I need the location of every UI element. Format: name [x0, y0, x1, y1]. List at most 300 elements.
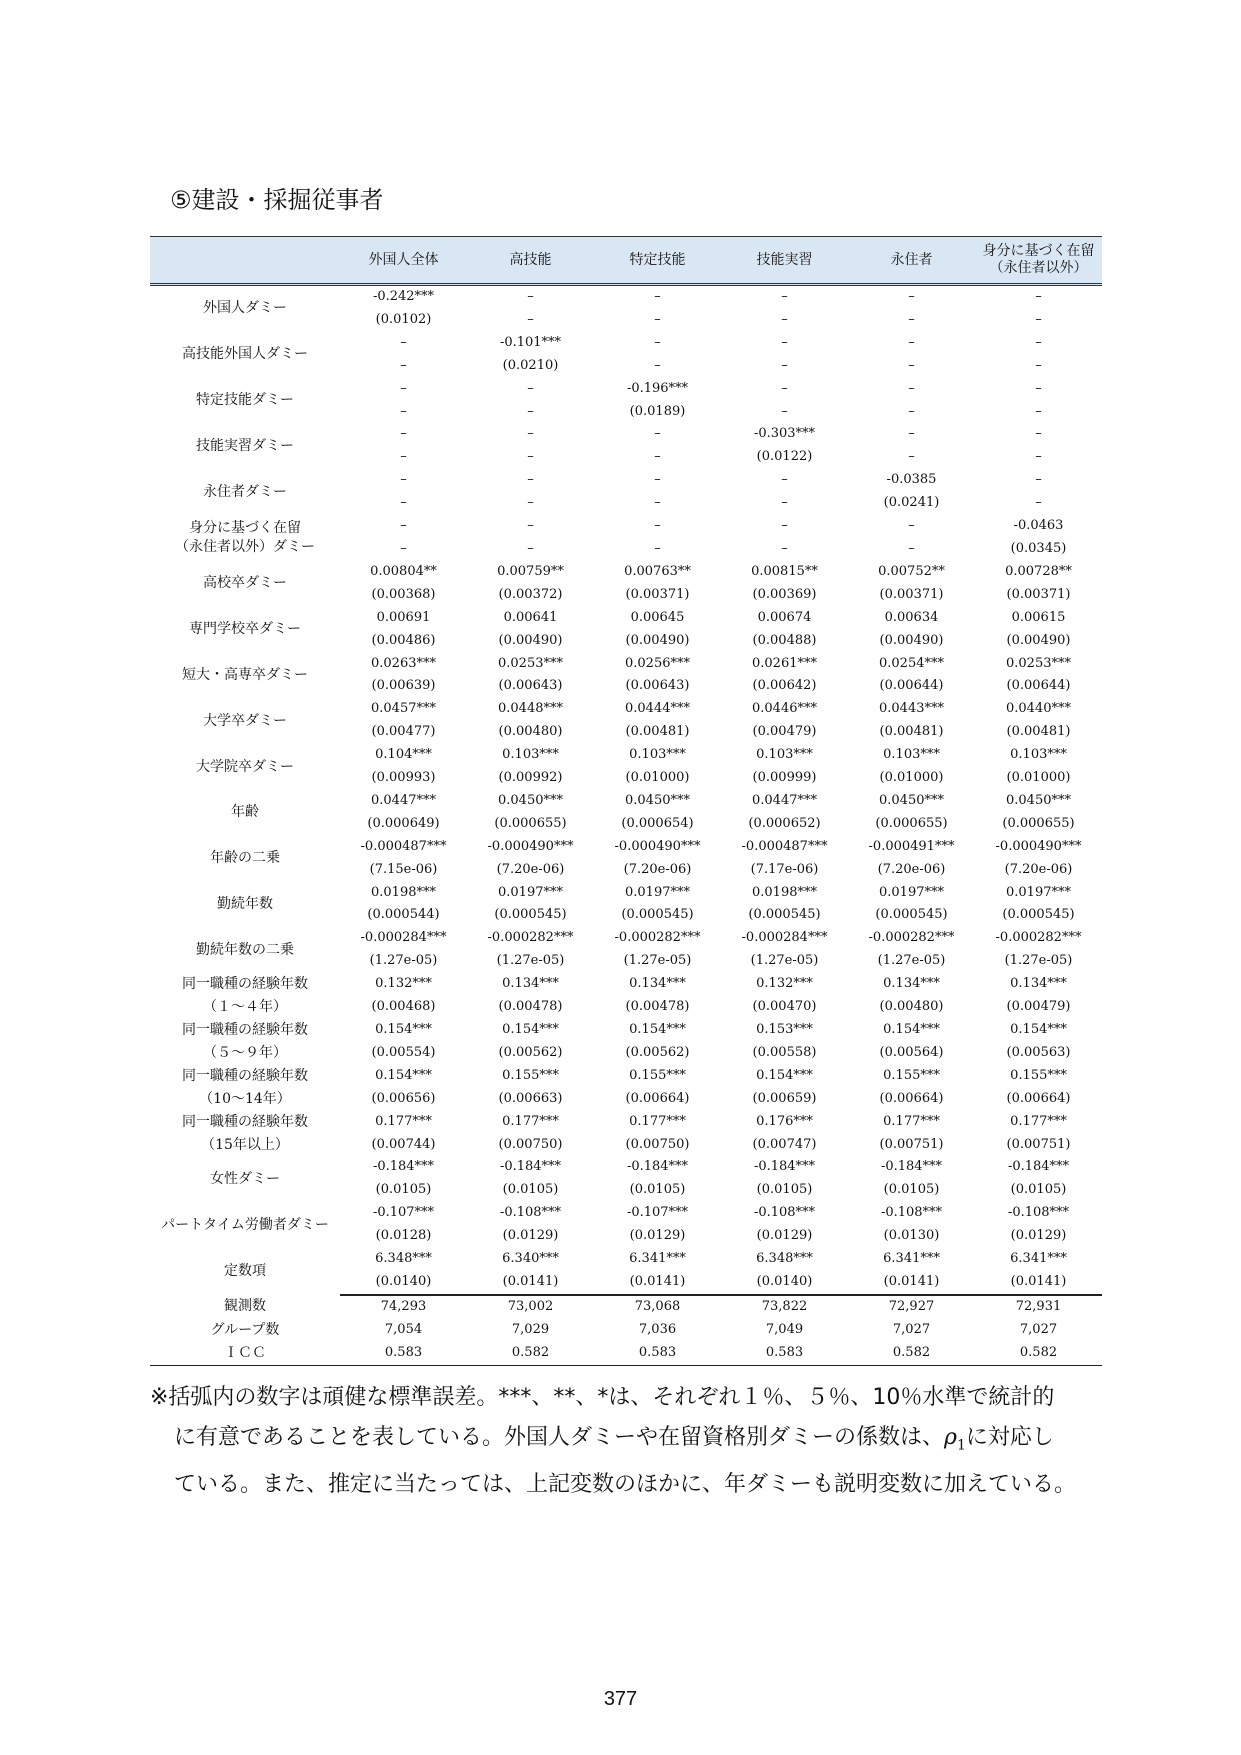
coef-cell: -0.303***: [753, 426, 816, 442]
coef-cell: –: [1035, 426, 1042, 442]
table-row: [150, 927, 1102, 950]
summary-cell: 0.582: [467, 1342, 594, 1365]
coef-cell: 6.341***: [883, 1251, 940, 1267]
coef-cell: 0.154***: [756, 1067, 813, 1083]
se-cell: (0.00488): [752, 632, 817, 648]
se-cell: (0.00992): [498, 770, 563, 786]
column-header: 技能実習: [721, 237, 848, 285]
se-cell: (0.0140): [340, 1271, 467, 1295]
se-cell: –: [781, 311, 788, 327]
se-cell: (0.00481): [879, 724, 944, 740]
se-cell: –: [654, 495, 661, 511]
se-cell: –: [908, 403, 915, 419]
coef-cell: 6.340***: [502, 1251, 559, 1267]
se-cell: (0.00999): [752, 770, 817, 786]
se-cell: (0.00372): [498, 586, 563, 602]
coef-cell: 0.177***: [375, 1113, 432, 1129]
table-row-se: [150, 1134, 1102, 1157]
coef-cell: -0.108***: [880, 1205, 943, 1221]
se-cell: –: [1035, 449, 1042, 465]
se-cell: (0.00477): [371, 724, 436, 740]
coef-cell: 0.134***: [1010, 976, 1067, 992]
se-cell: (0.00470): [752, 999, 817, 1015]
se-cell: (0.000545): [621, 907, 694, 923]
se-cell: (0.00481): [625, 724, 690, 740]
se-cell: (0.00643): [498, 678, 563, 694]
coef-cell: 0.103***: [502, 747, 559, 763]
se-cell: –: [527, 540, 534, 556]
table-row: [150, 423, 1102, 446]
se-cell: (1.27e-05): [496, 953, 565, 969]
footnote-line-2-tail: に対応し: [965, 1425, 1054, 1450]
footnote-line-3: ている。また、推定に当たっては、上記変数のほかに、年ダミーも説明変数に加えている。: [174, 1472, 1077, 1498]
coef-cell: -0.108***: [1007, 1205, 1070, 1221]
se-cell: (0.0210): [502, 357, 559, 373]
coef-cell: 6.348***: [756, 1251, 813, 1267]
se-cell: (0.0345): [1010, 540, 1067, 556]
table-row: [150, 332, 1102, 355]
se-cell: –: [654, 357, 661, 373]
coef-cell: 0.154***: [502, 1022, 559, 1037]
row-label: 高校卒ダミー: [203, 575, 287, 592]
row-label: 年齢の二乗: [210, 850, 280, 867]
row-label: 同一職種の経験年数: [182, 1022, 308, 1038]
coef-cell: –: [1035, 472, 1042, 488]
coef-cell: -0.184***: [753, 1159, 816, 1175]
coef-cell: –: [527, 426, 534, 442]
se-cell: (0.0102): [375, 311, 432, 327]
coef-cell: -0.242***: [372, 289, 435, 304]
coef-cell: –: [781, 334, 788, 350]
table-row-se: [150, 996, 1102, 1019]
column-header: 身分に基づく在留 （永住者以外）: [975, 237, 1102, 285]
coef-cell: 0.0256***: [625, 655, 690, 671]
se-cell: (0.0129): [1010, 1228, 1067, 1244]
summary-cell: 0.583: [340, 1342, 467, 1365]
row-label: 永住者ダミー: [203, 483, 287, 500]
se-cell: (1.27e-05): [623, 953, 692, 969]
summary-label: ＩＣＣ: [150, 1342, 340, 1365]
se-cell: (0.00642): [752, 678, 817, 694]
table-header-row: [150, 237, 1102, 285]
se-cell: (0.00563): [1006, 1044, 1071, 1060]
coef-cell: 0.177***: [1010, 1113, 1067, 1129]
se-cell: –: [781, 357, 788, 373]
se-cell: (7.17e-06): [750, 861, 819, 877]
coef-cell: –: [781, 289, 788, 304]
se-cell: (0.00744): [371, 1136, 436, 1152]
coef-cell: 0.0261***: [752, 655, 817, 671]
se-cell: (0.0189): [629, 403, 686, 419]
coef-cell: 0.0447***: [371, 792, 436, 808]
se-cell: (0.0141): [975, 1271, 1102, 1295]
coef-cell: -0.000282***: [868, 930, 955, 946]
se-cell: (0.00490): [498, 632, 563, 648]
coef-cell: 0.00634: [884, 609, 939, 625]
row-label: 同一職種の経験年数: [182, 1113, 308, 1130]
column-header: 特定技能: [594, 237, 721, 285]
se-cell: (0.00486): [371, 632, 436, 648]
coef-cell: -0.000284***: [741, 930, 828, 946]
row-label: 高技能外国人ダミー: [182, 346, 308, 363]
coef-cell: 0.155***: [1010, 1067, 1067, 1083]
coef-cell: 0.0450***: [1006, 792, 1071, 808]
rho-symbol: [944, 1425, 966, 1454]
coef-cell: 0.155***: [502, 1067, 559, 1083]
summary-cell: 72,931: [1015, 1298, 1062, 1314]
coef-cell: –: [781, 380, 788, 396]
coef-cell: –: [527, 472, 534, 488]
se-cell: –: [1035, 357, 1042, 373]
coef-cell: –: [1035, 289, 1042, 304]
coef-cell: 0.0254***: [879, 655, 944, 671]
table-row: [150, 698, 1102, 721]
page-number: 377: [603, 1688, 638, 1710]
coef-cell: 0.177***: [629, 1113, 686, 1129]
se-cell: (0.01000): [1006, 770, 1071, 786]
coef-cell: 6.348***: [375, 1251, 432, 1267]
regression-table: [150, 236, 1102, 1366]
se-cell: (0.01000): [625, 770, 690, 786]
se-cell: –: [1035, 311, 1042, 327]
footnote-line-1: ※括弧内の数字は頑健な標準誤差。***、**、*は、それぞれ１％、５％、10％水準で統計的: [150, 1385, 1055, 1410]
coef-cell: 0.0198***: [371, 884, 436, 900]
table-row: [150, 1248, 1102, 1271]
se-cell: (7.20e-06): [1004, 861, 1073, 877]
se-cell: (0.00644): [879, 678, 944, 694]
coef-cell: 0.0197***: [1006, 884, 1071, 900]
summary-row: [150, 1319, 1102, 1342]
table-row: [150, 1111, 1102, 1134]
se-cell: (1.27e-05): [877, 953, 946, 969]
row-label: 専門学校卒ダミー: [189, 621, 301, 638]
se-cell: (0.0129): [502, 1228, 559, 1244]
se-cell: (0.0128): [375, 1228, 432, 1244]
se-cell: (0.00644): [1006, 678, 1071, 694]
row-label: 大学院卒ダミー: [196, 758, 294, 775]
footnote-line-2: [150, 1418, 1110, 1465]
summary-cell: 73,002: [507, 1298, 554, 1314]
se-cell: (0.0141): [594, 1271, 721, 1295]
coef-cell: 0.0448***: [498, 701, 563, 717]
summary-cell: 0.582: [848, 1342, 975, 1365]
se-cell: –: [908, 540, 915, 556]
coef-cell: –: [908, 426, 915, 442]
se-cell: (0.0105): [375, 1182, 432, 1198]
coef-cell: -0.108***: [753, 1205, 816, 1221]
se-cell: (0.00554): [371, 1044, 436, 1060]
se-cell: (0.00664): [879, 1090, 944, 1106]
se-cell: (0.00664): [625, 1090, 690, 1106]
row-label: 同一職種の経験年数: [182, 976, 308, 993]
table-row: [150, 973, 1102, 996]
coef-cell: -0.184***: [372, 1159, 435, 1175]
coef-cell: -0.000491***: [868, 838, 955, 854]
se-cell: (0.000544): [367, 907, 440, 923]
coef-cell: 0.00641: [503, 609, 558, 625]
coef-cell: 0.103***: [756, 747, 813, 763]
coef-cell: –: [400, 380, 407, 396]
table-row: [150, 378, 1102, 401]
table-row: [150, 469, 1102, 492]
coef-cell: -0.184***: [499, 1159, 562, 1175]
coef-cell: -0.000490***: [487, 838, 574, 854]
table-row: [150, 790, 1102, 813]
se-cell: (0.000654): [621, 815, 694, 831]
coef-cell: 0.00674: [757, 609, 812, 625]
se-cell: –: [781, 403, 788, 419]
coef-cell: 0.103***: [629, 747, 686, 763]
coef-cell: 0.0450***: [625, 792, 690, 808]
footnote: [150, 1378, 1110, 1505]
se-cell: (0.00490): [625, 632, 690, 648]
coef-cell: –: [527, 380, 534, 396]
se-cell: (0.0129): [756, 1228, 813, 1244]
table-row-se: [150, 1088, 1102, 1111]
se-cell: –: [1035, 495, 1042, 511]
se-cell: (0.00490): [1006, 632, 1071, 648]
coef-cell: -0.000490***: [614, 838, 701, 854]
coef-cell: –: [781, 472, 788, 488]
row-label: 定数項: [224, 1262, 266, 1279]
se-cell: (0.00643): [625, 678, 690, 694]
summary-label: グループ数: [210, 1321, 280, 1338]
coef-cell: 6.341***: [1010, 1251, 1067, 1267]
rho-subscript: 1: [956, 1437, 966, 1454]
se-cell: –: [400, 449, 407, 465]
summary-cell: 73,068: [634, 1298, 681, 1314]
row-label-sub: （１～４年）: [203, 999, 287, 1016]
se-cell: (0.000652): [748, 815, 821, 831]
se-cell: –: [527, 449, 534, 465]
coef-cell: –: [654, 472, 661, 488]
coef-cell: 0.154***: [629, 1022, 686, 1037]
section-title: ⑤建設・採掘従事者: [170, 186, 384, 214]
coef-cell: -0.000487***: [360, 838, 447, 854]
se-cell: –: [781, 495, 788, 511]
coef-cell: 0.00728**: [1005, 563, 1072, 579]
row-label: 特定技能ダミー: [196, 392, 294, 409]
coef-cell: –: [400, 334, 407, 350]
se-cell: (1.27e-05): [750, 953, 819, 969]
se-cell: (0.00369): [752, 586, 817, 602]
table-row: [150, 1202, 1102, 1225]
coef-cell: -0.108***: [499, 1205, 562, 1221]
row-label-sub: （５～９年）: [203, 1044, 287, 1061]
table-row: [150, 561, 1102, 584]
se-cell: (0.00750): [498, 1136, 563, 1152]
se-cell: (0.00371): [879, 586, 944, 602]
coef-cell: 0.134***: [629, 976, 686, 992]
se-cell: (1.27e-05): [1004, 953, 1073, 969]
row-label-sub: （10～14年）: [199, 1090, 291, 1107]
header-blank: [150, 237, 340, 285]
se-cell: (0.00480): [879, 999, 944, 1015]
se-cell: (1.27e-05): [369, 953, 438, 969]
table-row-se: [150, 1042, 1102, 1065]
row-label: 大学卒ダミー: [203, 712, 287, 729]
coef-cell: 0.0197***: [879, 884, 944, 900]
coef-cell: -0.184***: [1007, 1159, 1070, 1175]
se-cell: (0.0141): [467, 1271, 594, 1295]
se-cell: (0.000655): [1002, 815, 1075, 831]
coef-cell: 0.154***: [375, 1022, 432, 1037]
coef-cell: 0.177***: [502, 1113, 559, 1129]
coef-cell: 0.154***: [883, 1022, 940, 1037]
coef-cell: 0.0198***: [752, 884, 817, 900]
coef-cell: –: [781, 518, 788, 534]
coef-cell: –: [908, 518, 915, 534]
coef-cell: -0.107***: [626, 1205, 689, 1221]
row-label: 同一職種の経験年数: [182, 1067, 308, 1084]
se-cell: –: [400, 357, 407, 373]
coef-cell: 0.132***: [756, 976, 813, 992]
coef-cell: –: [527, 518, 534, 534]
coef-cell: 0.155***: [629, 1067, 686, 1083]
column-header: 永住者: [848, 237, 975, 285]
table-row: [150, 1156, 1102, 1179]
se-cell: (0.0105): [883, 1182, 940, 1198]
summary-cell: 0.583: [594, 1342, 721, 1365]
se-cell: (0.00481): [1006, 724, 1071, 740]
coef-cell: -0.000282***: [614, 930, 701, 946]
se-cell: (0.0140): [721, 1271, 848, 1295]
se-cell: –: [527, 311, 534, 327]
summary-cell: 0.582: [975, 1342, 1102, 1365]
coef-cell: 0.00815**: [751, 563, 818, 579]
summary-cell: 7,036: [638, 1321, 677, 1337]
coef-cell: 0.0197***: [498, 884, 563, 900]
se-cell: (0.00564): [879, 1044, 944, 1060]
table-row: [150, 836, 1102, 859]
summary-row: [150, 1342, 1102, 1365]
coef-cell: -0.107***: [372, 1205, 435, 1221]
row-label: 短大・高専卒ダミー: [182, 666, 308, 683]
coef-cell: –: [400, 518, 407, 534]
row-label: 身分に基づく在留 （永住者以外）ダミー: [175, 519, 315, 555]
row-label: 女性ダミー: [210, 1170, 280, 1187]
coef-cell: 0.132***: [375, 976, 432, 992]
coef-cell: 0.00645: [630, 609, 685, 625]
row-label-sub: （15年以上）: [201, 1136, 289, 1153]
coef-cell: –: [1035, 380, 1042, 396]
se-cell: (0.0122): [756, 449, 813, 465]
coef-cell: 0.134***: [502, 976, 559, 992]
se-cell: (0.00751): [1006, 1136, 1071, 1152]
coef-cell: -0.000490***: [995, 838, 1082, 854]
coef-cell: 0.103***: [883, 747, 940, 763]
se-cell: (0.000649): [367, 815, 440, 831]
summary-cell: 7,029: [511, 1321, 550, 1337]
coef-cell: -0.000284***: [360, 930, 447, 946]
coef-cell: 0.155***: [883, 1067, 940, 1083]
se-cell: –: [654, 449, 661, 465]
se-cell: (0.00478): [625, 999, 690, 1015]
se-cell: (0.0141): [848, 1271, 975, 1295]
se-cell: (0.00468): [371, 999, 436, 1015]
se-cell: (7.20e-06): [877, 861, 946, 877]
coef-cell: -0.000487***: [741, 838, 828, 854]
se-cell: –: [400, 495, 407, 511]
coef-cell: 0.00804**: [370, 563, 437, 579]
table-row: [150, 515, 1102, 538]
summary-cell: 7,027: [892, 1321, 931, 1337]
summary-cell: 7,049: [765, 1321, 804, 1337]
row-label: 年齢: [231, 804, 259, 821]
table-row: [150, 744, 1102, 767]
coef-cell: -0.000282***: [995, 930, 1082, 946]
coef-cell: –: [908, 380, 915, 396]
coef-cell: –: [1035, 334, 1042, 350]
se-cell: (7.20e-06): [496, 861, 565, 877]
row-label: 外国人ダミー: [203, 300, 287, 317]
se-cell: –: [654, 540, 661, 556]
se-cell: –: [908, 357, 915, 373]
se-cell: (0.00659): [752, 1090, 817, 1106]
se-cell: (0.00750): [625, 1136, 690, 1152]
se-cell: (0.00480): [498, 724, 563, 740]
se-cell: –: [1035, 403, 1042, 419]
se-cell: –: [527, 403, 534, 419]
se-cell: (0.00993): [371, 770, 436, 786]
coef-cell: –: [654, 334, 661, 350]
se-cell: (7.20e-06): [623, 861, 692, 877]
table-row: [150, 285, 1102, 309]
se-cell: –: [781, 540, 788, 556]
se-cell: (0.000545): [875, 907, 948, 923]
coef-cell: 0.176***: [756, 1113, 813, 1129]
column-header: 外国人全体: [340, 237, 467, 285]
summary-cell: 7,027: [1019, 1321, 1058, 1337]
coef-cell: 0.00752**: [878, 563, 945, 579]
se-cell: (0.0241): [883, 495, 940, 511]
se-cell: (0.00558): [752, 1044, 817, 1060]
summary-cell: 7,054: [384, 1321, 423, 1337]
coef-cell: -0.0463: [1013, 518, 1064, 534]
se-cell: (0.00639): [371, 678, 436, 694]
se-cell: (0.000545): [1002, 907, 1075, 923]
coef-cell: 0.00691: [376, 609, 431, 625]
coef-cell: 0.00615: [1011, 609, 1066, 625]
se-cell: (0.000545): [748, 907, 821, 923]
se-cell: –: [527, 495, 534, 511]
summary-cell: 74,293: [380, 1298, 427, 1314]
coef-cell: 0.0263***: [371, 655, 436, 671]
coef-cell: 0.0197***: [625, 884, 690, 900]
coef-cell: 0.0446***: [752, 701, 817, 717]
se-cell: (0.0129): [629, 1228, 686, 1244]
coef-cell: –: [654, 289, 661, 304]
coef-cell: –: [400, 426, 407, 442]
se-cell: (0.00490): [879, 632, 944, 648]
coef-cell: –: [654, 426, 661, 442]
se-cell: (0.00479): [752, 724, 817, 740]
summary-row: [150, 1295, 1102, 1319]
se-cell: (0.01000): [879, 770, 944, 786]
summary-cell: 72,927: [888, 1298, 935, 1314]
se-cell: (0.00479): [1006, 999, 1071, 1015]
se-cell: (0.0130): [883, 1228, 940, 1244]
se-cell: –: [908, 449, 915, 465]
se-cell: –: [400, 540, 407, 556]
coef-cell: 0.00759**: [497, 563, 564, 579]
se-cell: –: [400, 403, 407, 419]
coef-cell: 0.153***: [756, 1022, 813, 1037]
table-row: [150, 1019, 1102, 1042]
column-header: 高技能: [467, 237, 594, 285]
coef-cell: –: [654, 518, 661, 534]
se-cell: (0.00656): [371, 1090, 436, 1106]
